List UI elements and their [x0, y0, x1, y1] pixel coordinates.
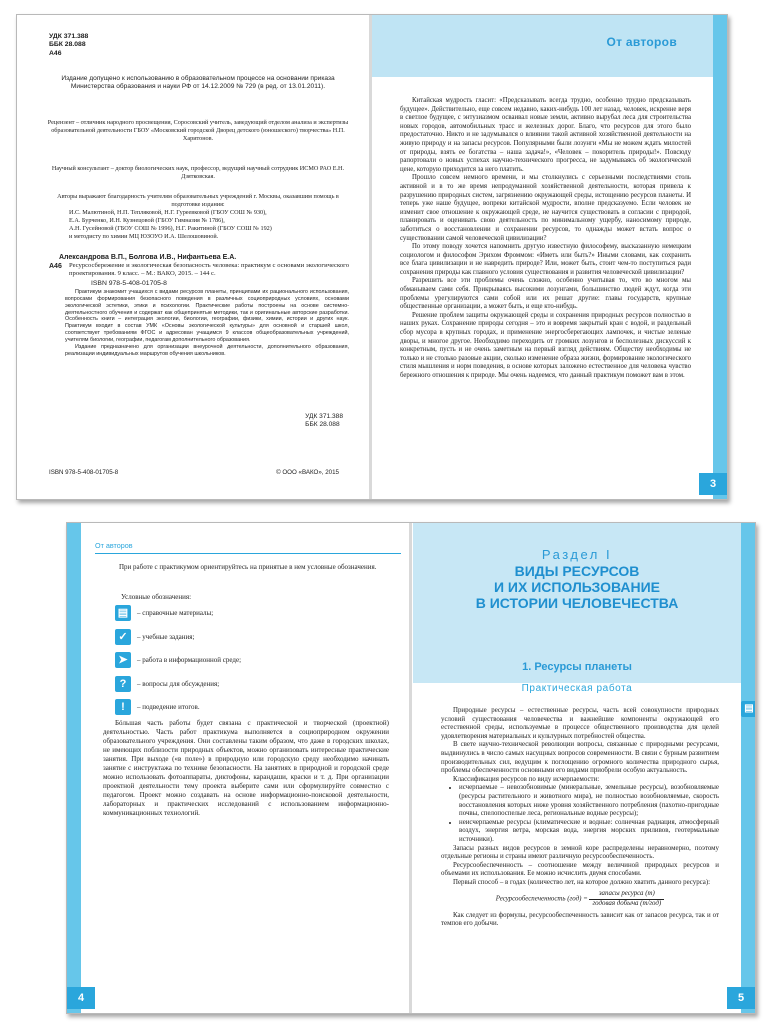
authors-line: Александрова В.П., Болгова И.В., Нифантьева Е.А. [59, 254, 237, 261]
section-title-line: И ИХ ИСПОЛЬЗОВАНИЕ [493, 579, 661, 595]
page-5-section-start [413, 523, 755, 1013]
paragraph: Классификация ресурсов по виду исчерпаемости: [453, 775, 600, 783]
section-title-line: В ИСТОРИИ ЧЕЛОВЕЧЕСТВА [475, 595, 679, 611]
spread-gutter [409, 523, 412, 1013]
credit-line: Е.А. Бурченко, И.Н. Кузнецовой (ГБОУ Гимназия № 1786), [69, 217, 225, 224]
legend-label: – вопросы для обсуждения; [137, 679, 220, 688]
paragraph: Бóльшая часть работы будет связана с практической и творческой (проектной) деятельностью. Часть работ практикума выполняется в социоприродном окружении образовательного учреждения. Они составлены таким образом, что даже в городских школах, не имеющих поблизости природных объектов, можно организовать интересные практические занятия. При выходе («в поле») в природную или городскую среду необходимо начинать занятие с инструктажа по технике безопасности. На занятиях в природной и городской среде можно использовать фотоаппараты, диктофоны, карандаши, краски и т. д. При организации проектной деятельности тему проекта выберите сами или сформулируйте совместно с педагогом. Проект можно создавать на основе информационно-поисковой деятельности, лабораторных и практических исследований с использованием информационно-коммуникационных технологий. [103, 719, 389, 817]
author-mark: А46 [49, 49, 62, 57]
book-spread-bottom [66, 522, 756, 1014]
running-head: От авторов [95, 541, 133, 550]
isbn-record: ISBN 978-5-408-01705-8 [91, 279, 167, 287]
paragraph: Ресурсообеспеченность – соотношение между величиной природных ресурсов и объемами их использования. Ее можно исчислить двумя способами. [441, 861, 719, 878]
paragraph: Разрешить все эти проблемы очень сложно, особенно учитывая то, что во многом мы обманываем сами себя. Прикрываясь высокими лозунгами, большинство людей ждут, когда эти проблемы урегулируются сами собой или их решат другие: главы государств, крупные общественные организации, а может быть, и еще кто-нибудь. [400, 277, 691, 311]
question-icon: ? [115, 676, 131, 692]
udk-code: УДК 371.388 [305, 413, 343, 420]
page-3-foreword [372, 15, 727, 499]
formula-left: Ресурсообеспеченность (год) = [495, 896, 588, 904]
book-icon: ▤ [741, 701, 755, 717]
bibliographic-record [47, 253, 349, 358]
book-title-record: Ресурсосбережение и экологическая безопасность человека: практикум с основами экологического проектирования. 9 класс. – М.: ВАКО, 2015. – 144 с. [69, 262, 349, 278]
paragraph: По этому поводу хочется напомнить другую известную философему, высказанную немецким социологом и философом Эрихом Фроммом: «Иметь или быть?» Иными словами, как сохранить все блага цивилизации и не навредить природе? Или, может быть, стоит чем-то поступиться ради сохранения природы как главного условия существования и развития человеческой цивилизации? [400, 243, 691, 276]
footer-isbn: ISBN 978-5-408-01705-8 [49, 469, 119, 476]
paragraph: Как следует из формулы, ресурсообеспеченность зависит как от запасов ресурса, так и от темпов его добычи. [441, 911, 719, 928]
list-item: • неисчерпаемые ресурсы (климатические и водные: солнечная радиация, атмосферный воздух, энергия ветра, морская вода, энергия морских приливов, геотермальные источники). [459, 819, 719, 845]
catalog-mark: А46 [49, 263, 62, 270]
section-title [413, 563, 741, 611]
check-icon: ✓ [115, 629, 131, 645]
page-4-legend [67, 523, 409, 1013]
classification-codes-bottom [305, 413, 343, 430]
annotation-paragraph: Издание предназначено для организации внеурочной деятельности, дополнительного образования, реализации индивидуальных маршрутов обучения школьников. [65, 344, 349, 357]
book-icon: ▤ [115, 605, 131, 621]
classification-codes [49, 33, 88, 58]
book-spread-top [16, 14, 728, 500]
formula-fraction [589, 890, 664, 908]
topic-title: 1. Ресурсы планеты [522, 661, 632, 673]
credit-line: И.С. Малютиной, Н.П. Тепляковой, Н.Г. Гуреевковой (ГБОУ СОШ № 930), [69, 209, 267, 216]
legend-label: – работа в информационной среде; [137, 656, 242, 664]
bbk-code: ББК 28.088 [305, 421, 340, 429]
section-label: Раздел I [541, 547, 613, 562]
running-head-rule [95, 553, 401, 554]
legend-intro: При работе с практикумом ориентируйтесь на принятые в нем условные обозначения. [119, 563, 377, 571]
edge-strip [713, 15, 727, 499]
body-text [441, 707, 719, 929]
approval-note: Издание допущено к использованию в образовательном процессе на основании приказа Министерства образования и науки РФ от 14.12.2009 № 729 (в ред. от 13.01.2011). [61, 75, 335, 91]
udk-code: УДК 371.388 [49, 33, 89, 40]
annotation [47, 289, 349, 358]
legend-title: Условные обозначения: [121, 593, 192, 601]
paragraph: Запасы разных видов ресурсов в земной коре распределены неравномерно, поэтому отдельные регионы и страны имеют различную ресурсообеспеченность. [441, 844, 719, 861]
page-number: 3 [699, 473, 727, 495]
reviewer-note: Рецензент – отличник народного просвещения, Соросовский учитель, заведующий отделом анализа и экспертизы образовательной деятельности ГБОУ «Московский городской Дворец детского (юношеского) творчества» Н.П. Харитонов. [47, 119, 349, 142]
legend-label: – подведение итогов. [137, 703, 200, 711]
paragraph: Прошло совсем немного времени, и мы столкнулись с серьезными последствиями столь активной и в то же время непродуманной хозяйственной деятельности, которая привела к разрушению природных систем, загрязнению окружающей среды, истощению ресурсов планеты. И теперь уже наше будущее, вопреки китайской мудрости, вполне предсказуемо. Если человек не изменит свое отношение к окружающей среде, не научится существовать в согласии с природой, планировать и оценивать свою деятельность по минимальному ущербу, наносимому природе, заботиться о восстановлении и сохранении ресурсов, то однажды может встать вопрос о существовании самой человеческой цивилизации? [400, 174, 691, 242]
paragraph: В свете научно-технической революции вопросы, связанные с природными ресурсами, выдвинулись в число самых насущных вопросов современности. В связи с бурным развитием производительных сил, ведущим к поглощению огромного количества природного сырья, проблемы обеспеченности основными его видами приобрели особую актуальность. [441, 741, 719, 775]
credit-line: А.Н. Гусейновой (ГБОУ СОШ № 1996), Н.Г. Ракитиной (ГБОУ СОШ № 192) [69, 225, 272, 232]
section-title-line: ВИДЫ РЕСУРСОВ [514, 563, 640, 579]
body-text [103, 719, 389, 818]
page-2-imprint [17, 15, 369, 499]
list-item: • исчерпаемые – невозобновимые (минеральные, земельные ресурсы), возобновляемые (ресурсы растительного и животного мира), не полностью возобновляемые, скорость восстановления которых ниже уровня хозяйственного потребления (пахотно-пригодные почвы, спелопоспелые леса, региональные водные ресурсы); [459, 784, 719, 818]
paragraph: Первый способ – в годах (количество лет, на которое должно хватить данного ресурса): [453, 878, 711, 886]
formula-denominator: годовая добыча (т/год) [592, 900, 662, 908]
credits-list [47, 209, 349, 241]
footer-copyright: © ООО «ВАКО», 2015 [276, 469, 339, 476]
annotation-paragraph: Практикум знакомит учащихся с видами ресурсов планеты, принципами их рационального использования, вопросами формирования безопасного поведения в различных социоприродных условиях, основами экологической эстетики, этики и психологии. Практические работы построены на основе системно-деятельностного обучения и содержат как общепринятые методики, так и оригинальные авторские разработки. Особенность книги – интеграция экологии, биологии, географии, физики, химии, истории и других наук. Практикум входит в состав УМК «Основы экологической культуры» для основной и старшей школ, соответствует требованиям ФГОС и адресован учащимся 9 классов общеобразовательных учреждений, учителям биологии, географии, педагогам дополнительного образования. [65, 288, 349, 344]
bbk-code: ББК 28.088 [49, 41, 86, 49]
page-number: 4 [67, 987, 95, 1009]
legend-label: – справочные материалы; [137, 609, 214, 617]
paragraph: Природные ресурсы – естественные ресурсы, часть всей совокупности природных условий существования человечества и важнейшие компоненты окружающей его естественной среды, используемые в процессе общественного производства для целей удовлетворения материальных и культурных потребностей общества. [441, 707, 719, 740]
classification-list [441, 784, 719, 844]
formula [441, 890, 719, 908]
edge-strip [67, 523, 81, 1013]
paragraph: Решение проблем защиты окружающей среды и сохранения природных ресурсов полностью в наших руках. Сохранение природы сегодня – это и вовремя закрытый кран с водой, и раздельный сбор мусора в крупных городах, и применение энергосберегающих лампочек, и чистые зеленые дворы, и многое другое. Необходимо переходить от громких лозунгов и бесполезных дискуссий к конкретным, пусть и не очень заметным на первый взгляд действиям. Обществу необходимы не только и не столько разовые акции, сколько изменение образа жизни, формирование экологического стиля мышления и норм поведения, в основе которых заложено естественное для человека чувство бережного отношения к природе. Мы очень надеемся, что данный практикум поможет вам в этом. [400, 311, 691, 379]
consultant-note: Научный консультант – доктор биологических наук, профессор, ведущий научный сотрудник ИСМО РАО Е.Н. Дзятковская. [51, 165, 345, 180]
edge-strip [741, 523, 755, 1013]
credit-line: и методисту по химии МЦ ЮЗОУО И.А. Шелошовиной. [69, 233, 219, 240]
acknowledgements-heading: Авторы выражают благодарность учителям образовательных учреждений г. Москвы, оказавшим помощь в подготовке издания: [57, 193, 339, 208]
acknowledgements [47, 193, 349, 241]
practical-work-label: Практическая работа [521, 683, 633, 694]
legend-label: – учебные задания; [137, 632, 195, 641]
page-number: 5 [727, 987, 755, 1009]
foreword-text [400, 97, 691, 381]
formula-numerator: запасы ресурса (т) [589, 890, 664, 900]
header-band [372, 15, 713, 77]
page-title: От авторов [606, 35, 677, 49]
paragraph: Китайская мудрость гласит: «Предсказывать всегда трудно, особенно трудно предсказывать будущее». Действительно, еще совсем недавно, каких-нибудь 100 лет назад, человек, искренне веря в светлое будущее, с энтузиазмом осваивал новые земли, активно вырубал леса для строительства новых городов, автомобильных трасс и железных дорог. Благо, что ресурсов для этого было предостаточно. Никто и не задумывался о влиянии такой активной хозяйственной деятельности на живую природу и на запасы ресурсов. Популярными были лозунги «Мы не можем ждать милостей от природы, взять ее богатства – наша задача!», «Человек – покоритель природы!». Повсюду рапортовали о новых успехах научно-технического прогресса, не задумываясь об экологической цене, которую приходится за него платить. [400, 97, 691, 173]
exclamation-icon: ! [115, 699, 131, 715]
cursor-icon: ➤ [115, 652, 131, 668]
